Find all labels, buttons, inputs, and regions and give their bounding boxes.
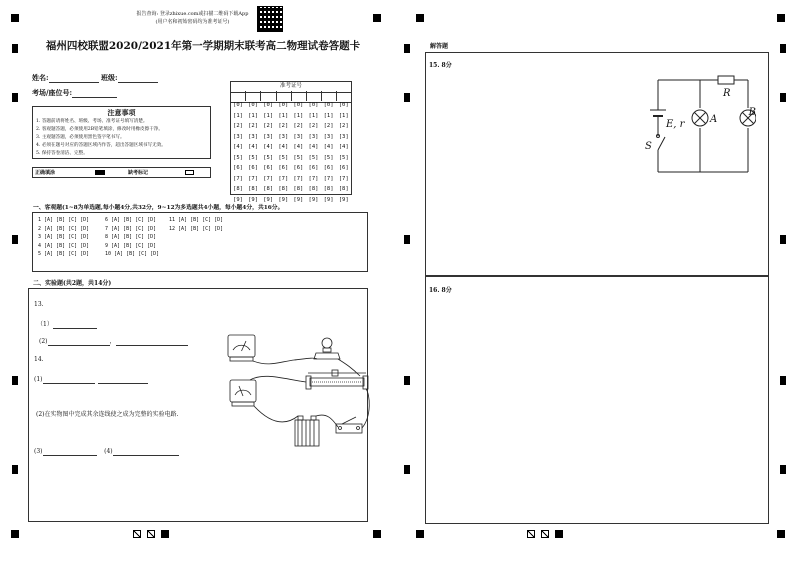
timing-mark bbox=[404, 44, 410, 53]
ticket-digit-bubble[interactable]: [2] bbox=[248, 123, 259, 129]
timing-mark bbox=[780, 44, 786, 53]
report-info-line2: (用户名和初始密码均为准考证号) bbox=[155, 19, 230, 25]
q13-1-blank[interactable] bbox=[53, 328, 97, 329]
class-label: 班级: bbox=[101, 73, 118, 82]
page-title: 福州四校联盟2020/2021年第一学期期末联考高二物理试卷答题卡 bbox=[45, 40, 361, 52]
ticket-digit-bubble[interactable]: [6] bbox=[323, 165, 334, 171]
ticket-digit-bubble[interactable]: [0] bbox=[338, 102, 349, 108]
corner-mark bbox=[373, 530, 381, 538]
timing-mark bbox=[404, 465, 410, 474]
ticket-digit-bubble[interactable]: [5] bbox=[248, 154, 259, 161]
ticket-digit-bubble[interactable]: [6] bbox=[338, 165, 349, 171]
ticket-digit-bubble[interactable]: [8] bbox=[278, 186, 289, 192]
fill-correct-label: 正确填涂 bbox=[35, 170, 56, 176]
ticket-digit-column bbox=[262, 100, 274, 205]
ticket-digit-bubble[interactable]: [0] bbox=[263, 102, 274, 108]
ticket-digit-bubble[interactable]: [4] bbox=[293, 144, 304, 150]
ticket-digit-bubble[interactable]: [6] bbox=[293, 165, 304, 171]
fill-legend bbox=[32, 167, 211, 178]
ticket-digit-bubble[interactable]: [3] bbox=[308, 133, 319, 140]
timing-mark bbox=[12, 93, 18, 102]
q15-label: 15. 8分 bbox=[429, 62, 452, 69]
timing-mark bbox=[780, 376, 786, 385]
label-r: R bbox=[723, 88, 731, 99]
name-field[interactable] bbox=[49, 82, 99, 83]
qr-code bbox=[257, 6, 283, 32]
ticket-digit-bubble[interactable]: [0] bbox=[323, 102, 334, 108]
ticket-digit-bubble[interactable]: [2] bbox=[263, 123, 274, 129]
apparatus-illustration bbox=[224, 332, 374, 454]
ticket-label: 准考证号 bbox=[231, 82, 351, 93]
ticket-digit-bubble[interactable]: [5] bbox=[338, 154, 349, 161]
q14-1-blank-a[interactable] bbox=[43, 383, 95, 384]
objective-col-1 bbox=[38, 216, 89, 259]
timing-mark bbox=[404, 376, 410, 385]
room-label: 考场/座位号: bbox=[32, 88, 117, 98]
ticket-digit-bubble[interactable]: [4] bbox=[233, 144, 243, 150]
ticket-digit-bubble[interactable]: [9] bbox=[338, 196, 349, 203]
corner-mark bbox=[416, 14, 424, 22]
bulb-icon bbox=[322, 338, 332, 348]
switch-blade bbox=[658, 137, 665, 150]
ticket-digit-bubble[interactable]: [4] bbox=[248, 144, 259, 150]
choice-row[interactable]: 4 [A] [B] [C] [D] bbox=[38, 242, 90, 249]
ticket-digit-bubble[interactable]: [1] bbox=[338, 112, 349, 119]
ticket-digit-bubble[interactable]: [9] bbox=[323, 196, 334, 203]
choice-row[interactable]: 12 [A] [B] [C] [D] bbox=[169, 225, 224, 232]
objective-col-3 bbox=[169, 216, 223, 233]
timing-mark bbox=[12, 44, 18, 53]
notes-item: 4. 必须在题号对应的答题区域内作答，超出答题区域书写无效。 bbox=[36, 143, 166, 148]
choice-row[interactable]: 7 [A] [B] [C] [D] bbox=[105, 225, 157, 232]
label-b: B bbox=[748, 107, 756, 118]
ticket-digit-column bbox=[308, 100, 320, 205]
ticket-grid-divider bbox=[321, 91, 322, 101]
page-marker bbox=[541, 530, 549, 538]
section2-heading: 二、实验题(共2题，共14分) bbox=[33, 280, 112, 287]
ticket-digit-bubble[interactable]: [3] bbox=[293, 133, 304, 140]
ticket-digit-bubble[interactable]: [9] bbox=[263, 196, 274, 203]
ticket-digit-bubble[interactable]: [6] bbox=[248, 165, 259, 171]
timing-mark bbox=[780, 235, 786, 244]
ticket-digit-bubble[interactable]: [0] bbox=[233, 102, 243, 108]
ticket-digit-bubble[interactable]: [9] bbox=[308, 196, 319, 203]
label-a: A bbox=[710, 114, 718, 125]
q14-4-blank[interactable] bbox=[113, 455, 179, 456]
resistor-symbol bbox=[718, 76, 734, 84]
experiment-answer-box bbox=[28, 288, 368, 522]
ticket-digit-bubble[interactable]: [6] bbox=[233, 165, 243, 171]
ticket-digit-bubble[interactable]: [2] bbox=[278, 123, 289, 129]
ticket-digit-bubble[interactable]: [4] bbox=[278, 144, 289, 150]
ticket-digit-bubble[interactable]: [1] bbox=[308, 112, 319, 119]
timing-mark bbox=[404, 235, 410, 244]
ticket-digit-column bbox=[338, 100, 350, 205]
ticket-digit-bubble[interactable]: [5] bbox=[323, 154, 334, 161]
q15-answer-box[interactable] bbox=[425, 52, 769, 276]
ticket-digit-bubble[interactable]: [5] bbox=[263, 154, 274, 161]
ticket-digit-bubble[interactable]: [5] bbox=[278, 154, 289, 161]
q14-part2: (2)在实物图中完成其余连线使之成为完整的实验电路. bbox=[36, 411, 179, 418]
circuit-diagram bbox=[638, 70, 756, 188]
page-marker bbox=[161, 530, 169, 538]
ticket-digit-bubble[interactable]: [4] bbox=[338, 144, 349, 150]
ticket-digit-bubble[interactable]: [8] bbox=[308, 186, 319, 192]
ticket-digit-bubble[interactable]: [5] bbox=[293, 154, 304, 161]
ticket-digit-bubble[interactable]: [3] bbox=[233, 133, 243, 140]
q16-answer-box[interactable] bbox=[425, 276, 769, 524]
choice-row[interactable]: 8 [A] [B] [C] [D] bbox=[105, 234, 157, 241]
q13-2-blank-b[interactable] bbox=[116, 345, 188, 346]
voltmeter-icon bbox=[228, 335, 255, 357]
ticket-digit-bubble[interactable]: [4] bbox=[308, 144, 319, 150]
ticket-digit-bubble[interactable]: [8] bbox=[263, 186, 274, 192]
ticket-grid-divider bbox=[306, 91, 307, 101]
corner-mark bbox=[373, 14, 381, 22]
ticket-digit-bubble[interactable]: [6] bbox=[278, 165, 289, 171]
ticket-digit-bubble[interactable]: [1] bbox=[278, 112, 289, 119]
ticket-digit-bubble[interactable]: [9] bbox=[248, 196, 259, 203]
objective-col-2 bbox=[105, 216, 159, 259]
ticket-grid-divider bbox=[260, 91, 261, 101]
choice-row[interactable]: 10 [A] [B] [C] [D] bbox=[105, 251, 160, 258]
corner-mark bbox=[11, 530, 19, 538]
q14-1-blank-b[interactable] bbox=[98, 383, 148, 384]
ticket-grid-divider bbox=[245, 91, 246, 101]
ticket-digit-column bbox=[232, 100, 244, 205]
ticket-digit-bubble[interactable]: [8] bbox=[338, 186, 349, 192]
ticket-digit-bubble[interactable]: [8] bbox=[248, 186, 259, 192]
ticket-grid-divider bbox=[276, 91, 277, 101]
ticket-digit-bubble[interactable]: [3] bbox=[278, 133, 289, 140]
q13-part2: (2) ， bbox=[39, 337, 188, 346]
timing-mark bbox=[404, 93, 410, 102]
notes-item: 3. 主观题答题，必须使用黑色签字笔书写。 bbox=[36, 135, 125, 140]
choice-row[interactable]: 11 [A] [B] [C] [D] bbox=[169, 217, 224, 223]
ticket-digit-bubble[interactable]: [3] bbox=[263, 133, 274, 140]
notes-list bbox=[36, 118, 166, 158]
corner-mark bbox=[777, 530, 785, 538]
q13-number: 13. bbox=[34, 301, 44, 308]
corner-mark bbox=[416, 530, 424, 538]
ticket-digit-bubble[interactable]: [9] bbox=[293, 196, 304, 203]
ticket-digit-bubble[interactable]: [5] bbox=[308, 154, 319, 161]
ticket-digit-bubble[interactable]: [3] bbox=[338, 133, 349, 140]
ticket-digit-bubble[interactable]: [7] bbox=[338, 175, 349, 182]
ticket-digit-bubble[interactable]: [5] bbox=[233, 154, 243, 161]
objective-answer-box bbox=[32, 212, 368, 272]
right-heading: 解答题 bbox=[430, 43, 449, 50]
ticket-digit-bubble[interactable]: [2] bbox=[293, 123, 304, 129]
ticket-digit-bubble[interactable]: [2] bbox=[338, 123, 349, 129]
ticket-digit-bubble[interactable]: [2] bbox=[323, 123, 334, 129]
choice-row[interactable]: 5 [A] [B] [C] [D] bbox=[38, 251, 90, 258]
battery-icon bbox=[295, 420, 319, 446]
ticket-digit-bubble[interactable]: [0] bbox=[293, 102, 304, 108]
ticket-digit-bubble[interactable]: [9] bbox=[278, 196, 289, 203]
name-label: 姓名: 班级: bbox=[32, 73, 158, 83]
ticket-digit-bubble[interactable]: [7] bbox=[263, 175, 274, 182]
ticket-digit-bubble[interactable]: [7] bbox=[308, 175, 319, 182]
choice-row[interactable]: 2 [A] [B] [C] [D] bbox=[38, 225, 90, 232]
ticket-digit-bubble[interactable]: [6] bbox=[263, 165, 274, 171]
q13-part1: （1） bbox=[37, 320, 97, 329]
timing-mark bbox=[12, 235, 18, 244]
notes-title: 注意事项 bbox=[107, 108, 136, 117]
fill-example bbox=[95, 170, 105, 175]
ticket-digit-bubble[interactable]: [7] bbox=[248, 175, 259, 182]
report-info-line1: 报告查询: 登录zhixue.com或扫描二维码下载App bbox=[136, 11, 249, 17]
ticket-digit-bubble[interactable]: [1] bbox=[263, 112, 274, 119]
ticket-digit-bubble[interactable]: [8] bbox=[233, 186, 243, 192]
ticket-digit-bubble[interactable]: [1] bbox=[233, 112, 243, 119]
ticket-digit-bubble[interactable]: [0] bbox=[278, 102, 289, 108]
ticket-digit-bubble[interactable]: [3] bbox=[323, 133, 334, 140]
page-marker bbox=[555, 530, 563, 538]
choice-row[interactable]: 3 [A] [B] [C] [D] bbox=[38, 234, 90, 241]
timing-mark bbox=[780, 93, 786, 102]
notes-box bbox=[32, 106, 211, 159]
ticket-digit-bubble[interactable]: [7] bbox=[278, 175, 289, 182]
notes-item: 2. 客观题答题，必须使用2B铅笔填涂，修改时用橡皮擦干净。 bbox=[36, 127, 163, 132]
ticket-digit-bubble[interactable]: [1] bbox=[323, 112, 334, 119]
choice-row[interactable]: 6 [A] [B] [C] [D] bbox=[105, 217, 157, 223]
ticket-digit-column bbox=[323, 100, 335, 205]
ticket-digit-bubble[interactable]: [7] bbox=[233, 175, 243, 182]
ticket-digit-bubble[interactable]: [0] bbox=[248, 102, 259, 108]
timing-mark bbox=[780, 465, 786, 474]
ticket-digit-bubble[interactable]: [1] bbox=[248, 112, 259, 119]
page-marker bbox=[133, 530, 141, 538]
ticket-digit-bubble[interactable]: [4] bbox=[263, 144, 274, 150]
ticket-digit-bubble[interactable]: [0] bbox=[308, 102, 319, 108]
page-marker bbox=[147, 530, 155, 538]
ticket-grid-divider bbox=[291, 91, 292, 101]
ticket-digit-bubble[interactable]: [7] bbox=[323, 175, 334, 182]
timing-mark bbox=[12, 376, 18, 385]
q13-2-blank-a[interactable] bbox=[48, 345, 110, 346]
switch-icon bbox=[336, 424, 362, 433]
ticket-digit-bubble[interactable]: [9] bbox=[233, 196, 243, 203]
q14-part3: (3) (4) bbox=[34, 447, 179, 456]
timing-mark bbox=[12, 465, 18, 474]
ticket-digit-bubble[interactable]: [2] bbox=[233, 123, 243, 129]
q14-3-blank[interactable] bbox=[43, 455, 97, 456]
q16-label: 16. 8分 bbox=[429, 287, 452, 294]
ticket-digit-bubble[interactable]: [6] bbox=[308, 165, 319, 171]
ticket-digit-bubble[interactable]: [2] bbox=[308, 123, 319, 129]
absent-mark-label: 缺考标记 bbox=[128, 170, 149, 176]
choice-row[interactable]: 9 [A] [B] [C] [D] bbox=[105, 242, 157, 249]
ticket-digit-column bbox=[277, 100, 289, 205]
ticket-digit-bubble[interactable]: [8] bbox=[323, 186, 334, 192]
ticket-digit-column bbox=[292, 100, 304, 205]
ticket-digit-bubble[interactable]: [3] bbox=[248, 133, 259, 140]
room-field[interactable] bbox=[72, 97, 117, 98]
ticket-digit-column bbox=[247, 100, 259, 205]
label-e: E, r bbox=[666, 119, 685, 130]
choice-row[interactable]: 1 [A] [B] [C] [D] bbox=[38, 217, 90, 223]
class-field[interactable] bbox=[118, 82, 158, 83]
ticket-grid-divider bbox=[336, 91, 337, 101]
section1-heading: 一、客观题(1~8为单选题,每小题4分,共32分，9~12为多选题共4小题，每小题4分，共16分。 bbox=[33, 205, 284, 211]
ticket-digit-bubble[interactable]: [8] bbox=[293, 186, 304, 192]
corner-mark bbox=[777, 14, 785, 22]
q14-number: 14. bbox=[34, 356, 44, 363]
ticket-digit-bubble[interactable]: [1] bbox=[293, 112, 304, 119]
label-s: S bbox=[645, 141, 652, 152]
ticket-digit-bubble[interactable]: [7] bbox=[293, 175, 304, 182]
ticket-digit-bubble[interactable]: [4] bbox=[323, 144, 334, 150]
absent-checkbox[interactable] bbox=[185, 170, 194, 175]
page-marker bbox=[527, 530, 535, 538]
corner-mark bbox=[11, 14, 19, 22]
notes-item: 5. 保持答卷清洁、完整。 bbox=[36, 151, 88, 156]
q14-part1: (1) bbox=[34, 375, 148, 384]
ammeter-icon bbox=[230, 380, 256, 402]
notes-item: 1. 答题前请将姓名、班级、考场、准考证号填写清楚。 bbox=[36, 119, 148, 124]
